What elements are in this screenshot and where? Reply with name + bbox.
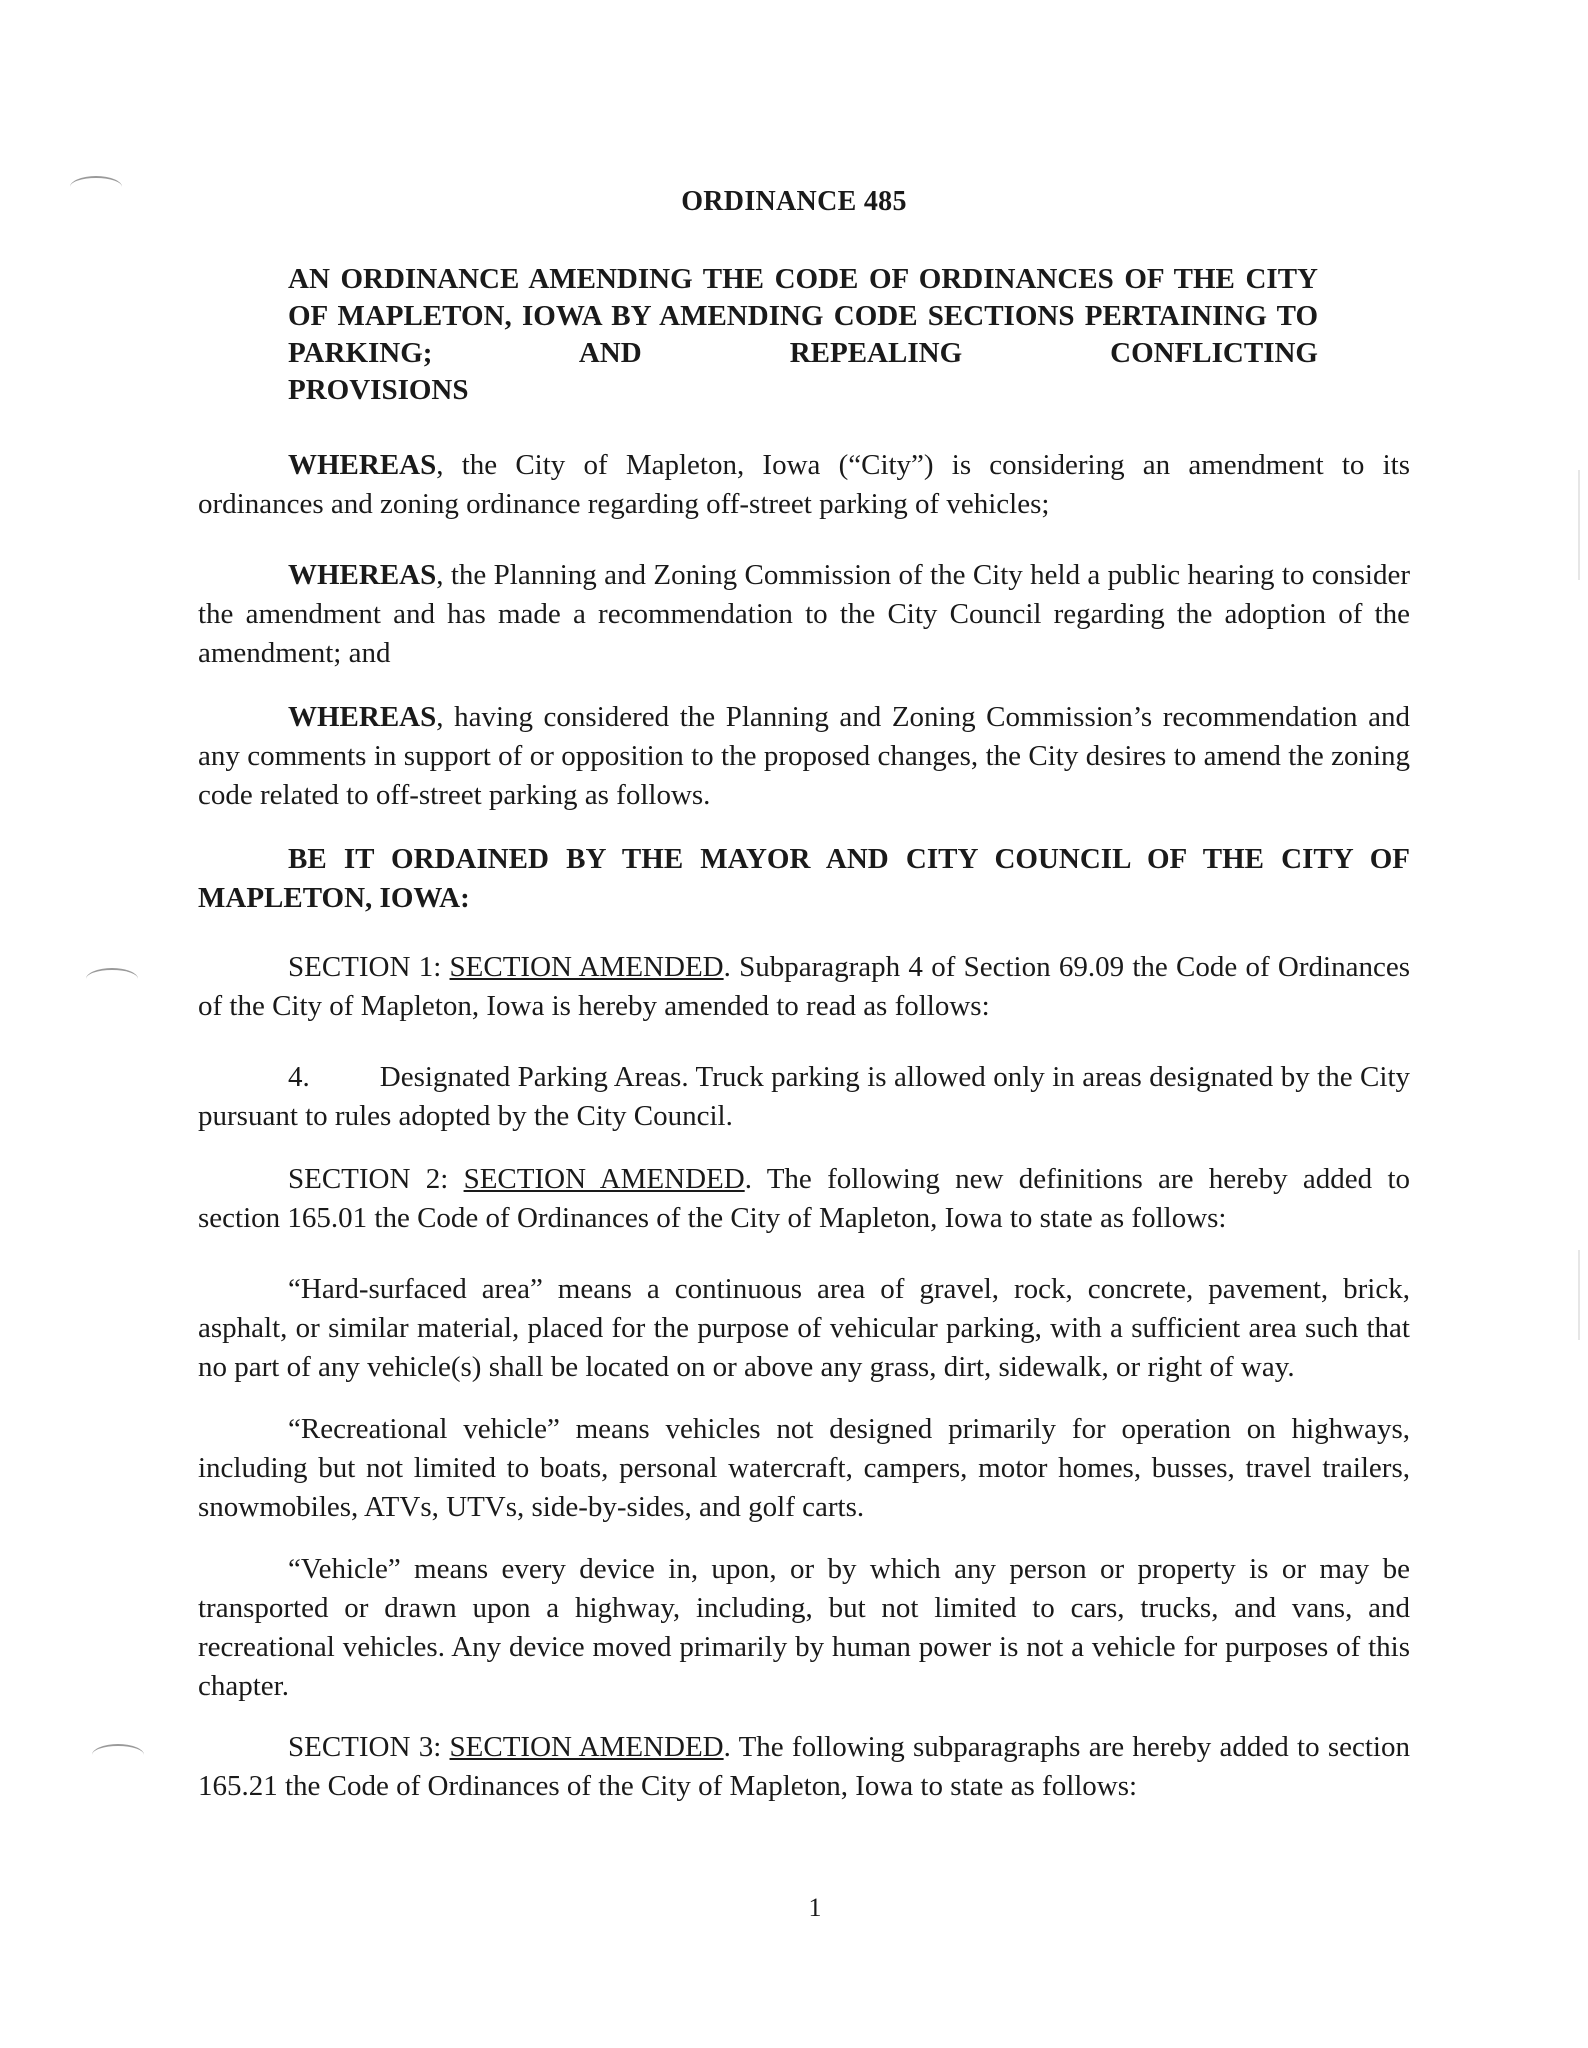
page-number: 1 — [808, 1893, 822, 1922]
whereas-paragraph-3 — [198, 698, 1410, 815]
whereas-text: , the Planning and Zoning Commission of the City held a public hearing to consider the amendment and has made a recommendation to the City Council regarding the adoption of the amendment; and — [198, 559, 1410, 669]
ordinance-heading — [288, 261, 1318, 409]
whereas-text: , the City of Mapleton, Iowa (“City”) is considering an amendment to its ordinances and zoning ordinance regarding off-street parking of vehicles; — [198, 449, 1410, 520]
heading-text: AN ORDINANCE AMENDING THE CODE OF ORDINANCES OF THE CITY OF MAPLETON, IOWA BY AMENDING CODE SECTIONS PERTAINING TO PARKING; AND REPEALING CONFLICTING — [288, 263, 1318, 369]
whereas-text: , having considered the Planning and Zoning Commission’s recommendation and any comments in support of or opposition to the proposed changes, the City desires to amend the zoning code related to off-street parking as follows. — [198, 701, 1410, 811]
section-label: SECTION 1: — [288, 951, 450, 983]
item-number: 4. — [288, 1061, 310, 1093]
section-text: . The following new definitions are hereby added to section 165.01 the Code of Ordinances of the City of Mapleton, Iowa to state as follows: — [198, 1163, 1411, 1234]
ordinance-title: ORDINANCE 485 — [681, 186, 907, 217]
section-label: SECTION 3: — [288, 1731, 450, 1763]
whereas-lead: WHEREAS — [288, 559, 437, 591]
definition-vehicle: “Vehicle” means every device in, upon, or by which any person or property is or may be transported or drawn upon a highway, including, but not limited to cars, trucks, and vans, and recreational vehicles. Any device moved primarily by human power is not a vehicle for purposes of this chapter. — [198, 1553, 1410, 1702]
section-3-paragraph — [198, 1728, 1410, 1806]
item-4-paragraph — [198, 1058, 1410, 1136]
section-heading: SECTION AMENDED — [463, 1163, 745, 1195]
whereas-lead: WHEREAS — [288, 449, 437, 481]
heading-last-line: PROVISIONS — [288, 374, 469, 406]
section-heading: SECTION AMENDED — [449, 1731, 724, 1763]
whereas-lead: WHEREAS — [288, 701, 437, 733]
section-1-paragraph — [198, 948, 1410, 1026]
definition-hard-surfaced-area: “Hard-surfaced area” means a continuous area of gravel, rock, concrete, pavement, brick, asphalt, or similar material, placed for the purpose of vehicular parking, with a sufficient area such that no part of any vehicle(s) shall be located on or above any grass, dirt, sidewalk, or right of way. — [198, 1273, 1410, 1383]
punch-hole-mark — [86, 968, 138, 990]
section-text: . The following subparagraphs are hereby added to section 165.21 the Code of Ordinances of the City of Mapleton, Iowa to state as follows: — [198, 1731, 1410, 1802]
section-2-paragraph — [198, 1160, 1410, 1238]
whereas-paragraph-2 — [198, 556, 1410, 673]
definition-recreational-vehicle: “Recreational vehicle” means vehicles not designed primarily for operation on highways, including but not limited to boats, personal watercraft, campers, motor homes, busses, travel trailers, snowmobiles, ATVs, UTVs, side-by-sides, and golf carts. — [198, 1413, 1410, 1523]
section-heading: SECTION AMENDED — [449, 951, 724, 983]
item-text: Designated Parking Areas. Truck parking is allowed only in areas designated by the City pursuant to rules adopted by the City Council. — [198, 1061, 1410, 1132]
section-label: SECTION 2: — [288, 1163, 464, 1195]
whereas-paragraph-1 — [198, 446, 1410, 524]
ordained-clause: BE IT ORDAINED BY THE MAYOR AND CITY COUNCIL OF THE CITY OF MAPLETON, IOWA: — [198, 843, 1410, 914]
scan-edge-line — [1578, 1250, 1580, 1340]
section-text: . Subparagraph 4 of Section 69.09 the Code of Ordinances of the City of Mapleton, Iowa is hereby amended to read as follows: — [198, 951, 1410, 1022]
punch-hole-mark — [92, 1744, 144, 1766]
scan-edge-line — [1578, 470, 1580, 580]
